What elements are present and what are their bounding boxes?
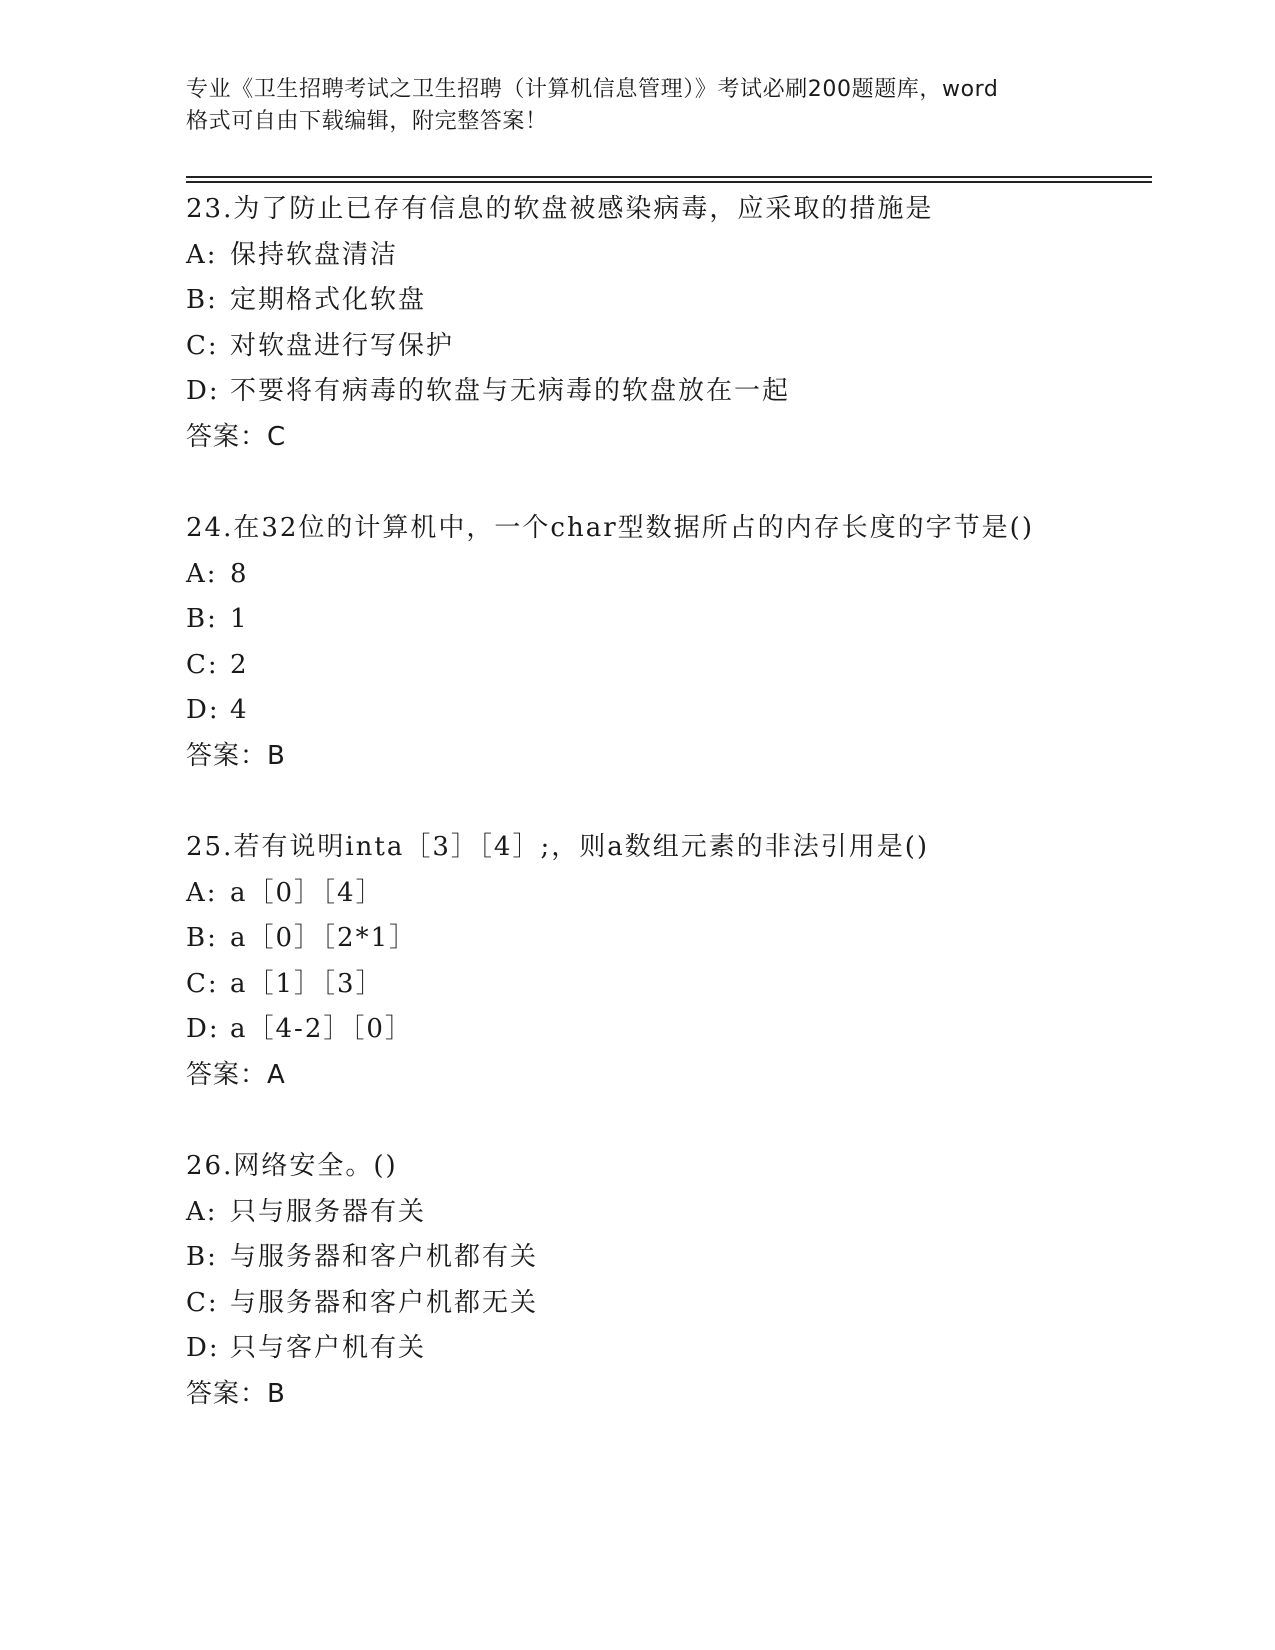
option-c — [186, 643, 1152, 689]
option-label: D: — [186, 1333, 220, 1363]
option-b — [186, 278, 1152, 324]
header-divider-bottom — [186, 181, 1152, 183]
option-label: C: — [186, 1287, 219, 1318]
header-line-2: 格式可自由下载编辑，附完整答案！ — [186, 109, 548, 134]
option-label: B: — [186, 285, 218, 315]
option-b — [186, 916, 1152, 962]
header-line-1: 专业《卫生招聘考试之卫生招聘（计算机信息管理）》考试必刷200题题库，word — [186, 77, 999, 102]
option-text: 定期格式化软盘 — [230, 285, 427, 315]
option-b — [186, 597, 1152, 643]
question-text: 26.网络安全。() — [186, 1151, 398, 1181]
option-text: 只与客户机有关 — [230, 1333, 427, 1363]
option-text: 2 — [230, 649, 249, 680]
option-d — [186, 369, 1152, 415]
option-text: 1 — [230, 604, 249, 634]
option-text: a［0］［4］ — [230, 877, 384, 908]
option-text: 与服务器和客户机都无关 — [230, 1287, 539, 1318]
answer-line: 答案：C — [186, 421, 287, 452]
header-divider-top — [186, 176, 1152, 178]
option-a — [186, 1190, 1152, 1236]
option-label: C: — [186, 649, 219, 680]
option-text: a［1］［3］ — [230, 968, 384, 999]
option-b — [186, 1235, 1152, 1281]
question-text: 24.在32位的计算机中，一个char型数据所占的内存长度的字节是() — [186, 513, 1034, 543]
option-d — [186, 1326, 1152, 1372]
option-text: 保持软盘清洁 — [230, 239, 399, 270]
option-label: A: — [186, 558, 218, 589]
option-label: D: — [186, 695, 220, 725]
answer-line: 答案：B — [186, 1378, 286, 1409]
option-label: A: — [186, 1196, 218, 1227]
option-label: D: — [186, 1014, 220, 1044]
option-label: C: — [186, 330, 219, 361]
option-text: a［4-2］［0］ — [230, 1014, 413, 1044]
document-header — [186, 74, 1086, 138]
option-c — [186, 324, 1152, 370]
question-26 — [186, 1144, 1152, 1417]
option-label: B: — [186, 1242, 218, 1272]
option-text: 对软盘进行写保护 — [230, 330, 455, 361]
option-text: 4 — [230, 695, 249, 725]
option-label: B: — [186, 923, 218, 953]
answer-line: 答案：A — [186, 1059, 286, 1090]
option-a — [186, 552, 1152, 598]
option-label: D: — [186, 376, 220, 406]
question-24 — [186, 506, 1152, 779]
option-c — [186, 1281, 1152, 1327]
option-d — [186, 1007, 1152, 1053]
answer-line: 答案：B — [186, 740, 286, 771]
option-text: 不要将有病毒的软盘与无病毒的软盘放在一起 — [230, 376, 791, 406]
question-text: 25.若有说明inta［3］［4］;，则a数组元素的非法引用是() — [186, 832, 929, 862]
option-text: 与服务器和客户机都有关 — [230, 1242, 539, 1272]
question-25 — [186, 825, 1152, 1098]
question-text: 23.为了防止已存有信息的软盘被感染病毒，应采取的措施是 — [186, 194, 934, 224]
option-a — [186, 871, 1152, 917]
question-23 — [186, 187, 1152, 460]
option-c — [186, 962, 1152, 1008]
option-text: a［0］［2*1］ — [230, 923, 418, 953]
option-label: A: — [186, 239, 218, 270]
option-a — [186, 233, 1152, 279]
option-text: 8 — [230, 558, 249, 589]
option-d — [186, 688, 1152, 734]
option-label: A: — [186, 877, 218, 908]
option-label: B: — [186, 604, 218, 634]
option-label: C: — [186, 968, 219, 999]
option-text: 只与服务器有关 — [230, 1196, 427, 1227]
